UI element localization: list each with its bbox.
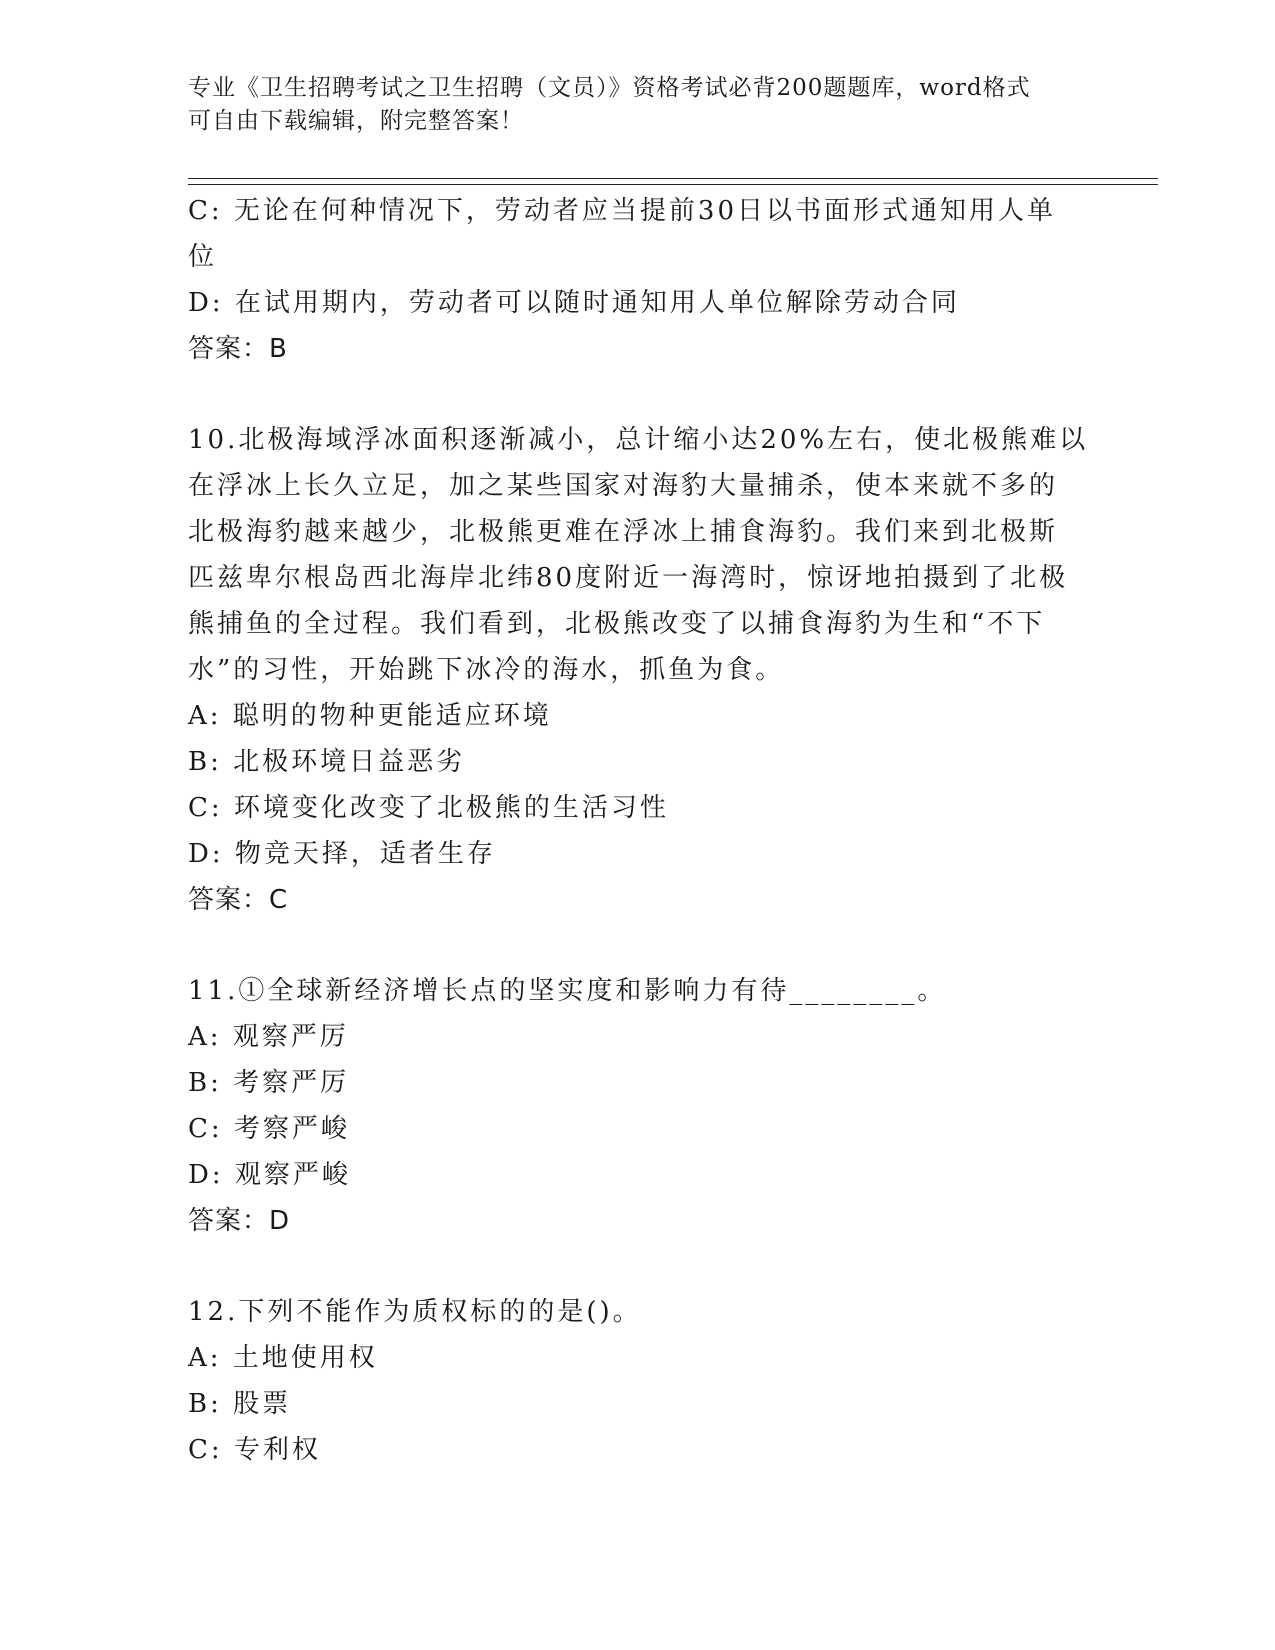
question-10-answer: 答案：C	[188, 885, 289, 915]
question-10-stem-line: 北极海豹越来越少，北极熊更难在浮冰上捕食海豹。我们来到北极斯	[188, 517, 1059, 547]
header-divider-top	[188, 178, 1158, 179]
question-12	[188, 1289, 1068, 1473]
question-10-stem-line: 匹兹卑尔根岛西北海岸北纬80度附近一海湾时，惊讶地拍摄到了北极	[188, 563, 1069, 593]
question-12-option-a: A: 土地使用权	[188, 1343, 378, 1373]
question-11-option-b: B: 考察严厉	[188, 1068, 350, 1098]
header-title-line-1: 专业《卫生招聘考试之卫生招聘（文员）》资格考试必背200题题库，word格式	[188, 75, 1031, 101]
spacer	[188, 372, 1068, 417]
header-title-line-2: 可自由下载编辑，附完整答案！	[188, 108, 524, 134]
question-9-option-c-line-2: 位	[188, 242, 218, 272]
question-10-option-d: D: 物竞天择，适者生存	[188, 839, 496, 869]
question-12-stem: 12.下列不能作为质权标的的是()。	[188, 1297, 642, 1327]
question-10	[188, 417, 1089, 923]
spacer	[188, 923, 1068, 968]
question-10-option-a: A: 聪明的物种更能适应环境	[188, 701, 552, 731]
question-11-option-d: D: 观察严峻	[188, 1160, 351, 1190]
question-9-answer: 答案：B	[188, 334, 288, 364]
question-10-stem-line: 10.北极海域浮冰面积逐渐减小，总计缩小达20%左右，使北极熊难以	[188, 425, 1089, 455]
header-divider-bottom	[188, 184, 1158, 185]
question-11-answer: 答案：D	[188, 1206, 291, 1236]
question-10-option-b: B: 北极环境日益恶劣	[188, 747, 466, 777]
question-11-stem: 11.①全球新经济增长点的坚实度和影响力有待________。	[188, 976, 947, 1006]
question-12-option-b: B: 股票	[188, 1389, 292, 1419]
question-11	[188, 968, 1068, 1244]
question-12-option-c: C: 专利权	[188, 1435, 321, 1465]
document-header	[188, 72, 1068, 138]
question-content	[188, 188, 1089, 1473]
question-10-option-c: C: 环境变化改变了北极熊的生活习性	[188, 793, 669, 823]
question-10-stem-line: 熊捕鱼的全过程。我们看到，北极熊改变了以捕食海豹为生和“不下	[188, 609, 1046, 639]
question-10-stem-line: 在浮冰上长久立足，加之某些国家对海豹大量捕杀，使本来就不多的	[188, 471, 1059, 501]
question-11-option-a: A: 观察严厉	[188, 1022, 349, 1052]
question-11-option-c: C: 考察严峻	[188, 1114, 350, 1144]
spacer	[188, 1244, 1068, 1289]
question-9-option-d: D: 在试用期内，劳动者可以随时通知用人单位解除劳动合同	[188, 288, 960, 318]
question-9-option-c-line-1: C: 无论在何种情况下，劳动者应当提前30日以书面形式通知用人单	[188, 196, 1057, 226]
question-10-stem-line: 水”的习性，开始跳下冰冷的海水，抓鱼为食。	[188, 655, 785, 685]
question-9	[188, 188, 1068, 372]
